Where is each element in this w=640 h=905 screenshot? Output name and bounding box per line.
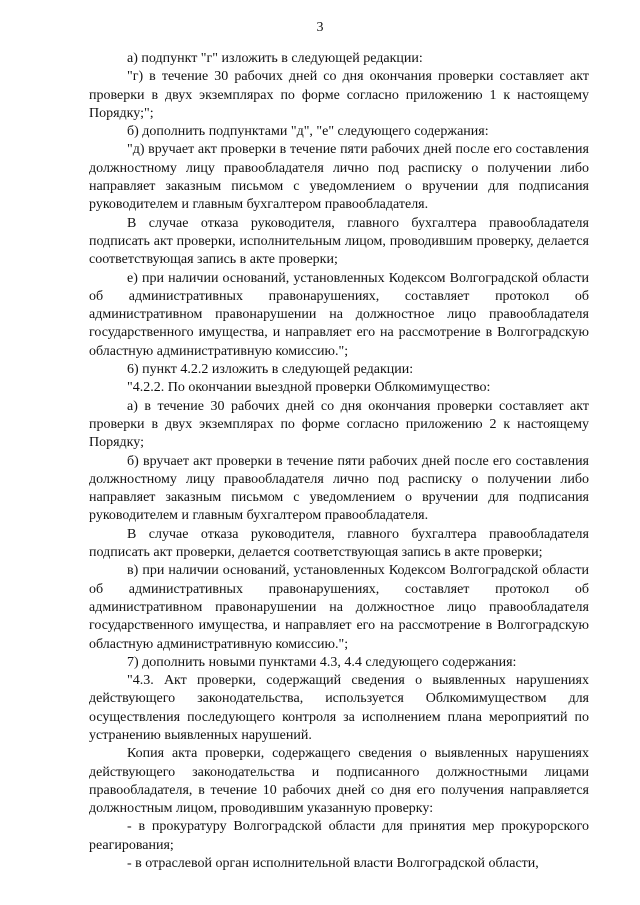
- paragraph: "4.2.2. По окончании выездной проверки Облкомимущество:: [127, 380, 491, 396]
- paragraph: "д) вручает акт проверки в течение пяти рабочих дней после его составления должностному лицу правообладателя лично под расписку о получении либо направляет заказным письмом с уведомлением о вручении для подписания руководителем и главным бухгалтером правообладателя.: [89, 142, 589, 213]
- document-body: [89, 50, 589, 873]
- paragraph: 7) дополнить новыми пунктами 4.3, 4.4 следующего содержания:: [127, 654, 517, 670]
- paragraph: "4.3. Акт проверки, содержащий сведения о выявленных нарушениях действующего законодательства, используется Облкомимуществом для осуществления последующего контроля за исполнением плана мероприятий по устранению выявленных нарушений.: [89, 673, 589, 743]
- paragraph: Копия акта проверки, содержащего сведения о выявленных нарушениях действующего законодательства и подписанного должностными лицами правообладателя, в течение 10 рабочих дней со дня его получения направляется должностным лицом, проводившим указанную проверку:: [89, 746, 589, 817]
- paragraph: - в прокуратуру Волгоградской области для принятия мер прокурорского реагирования;: [89, 819, 589, 853]
- paragraph: е) при наличии оснований, установленных Кодексом Волгоградской области об административных правонарушениях, составляет протокол об административном правонарушении на должностное лицо правообладателя государственного имущества, и направляет его на рассмотрение в Волгоградскую областную административную комиссию.";: [89, 270, 589, 359]
- paragraph: б) вручает акт проверки в течение пяти рабочих дней после его составления должностному лицу правообладателя лично под расписку о получении либо направляет заказным письмом с уведомлением о вручении для подписания руководителем и главным бухгалтером правообладателя.: [89, 453, 589, 524]
- paragraph: в) при наличии оснований, установленных Кодексом Волгоградской области об административных правонарушениях, составляет протокол об административном правонарушении на должностное лицо правообладателя государственного имущества, и направляет его на рассмотрение в Волгоградскую областную административную комиссию.";: [89, 563, 589, 652]
- paragraph: В случае отказа руководителя, главного бухгалтера правообладателя подписать акт проверки, исполнительным лицом, проводившим проверку, делается соответствующая запись в акте проверки;: [89, 215, 589, 268]
- paragraph: "г) в течение 30 рабочих дней со дня окончания проверки составляет акт проверки в двух экземплярах по форме согласно приложению 1 к настоящему Порядку;";: [89, 69, 589, 121]
- paragraph: б) дополнить подпунктами "д", "е" следующего содержания:: [127, 124, 489, 140]
- page-number: 3: [316, 20, 324, 35]
- paragraph: 6) пункт 4.2.2 изложить в следующей редакции:: [127, 362, 414, 378]
- paragraph: - в отраслевой орган исполнительной власти Волгоградской области,: [127, 856, 539, 872]
- paragraph: В случае отказа руководителя, главного бухгалтера правообладателя подписать акт проверки, делается соответствующая запись в акте проверки;: [89, 526, 589, 561]
- paragraph: а) подпункт "г" изложить в следующей редакции:: [127, 51, 423, 66]
- paragraph: а) в течение 30 рабочих дней со дня окончания проверки составляет акт проверки в двух экземплярах по форме согласно приложению 2 к настоящему Порядку;: [89, 398, 589, 451]
